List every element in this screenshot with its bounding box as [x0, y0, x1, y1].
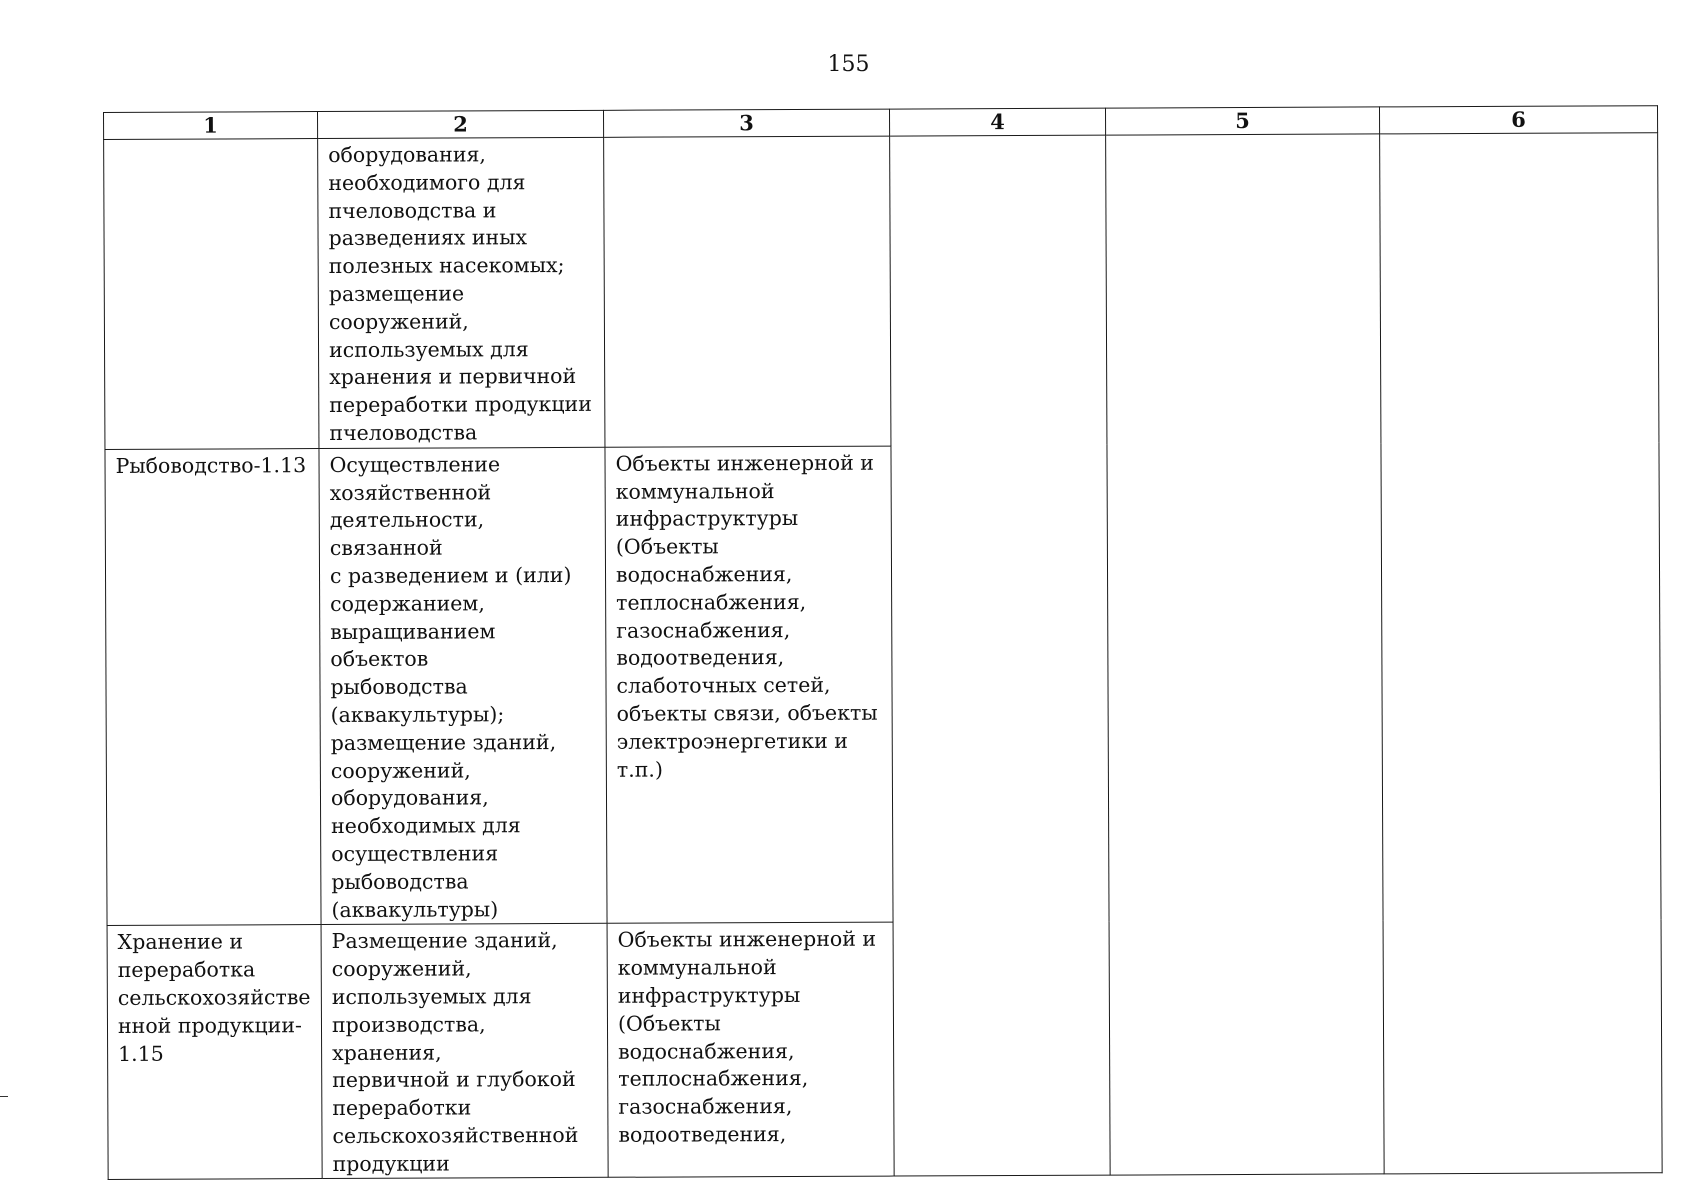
column-header-6: 6 — [1379, 106, 1657, 134]
scan-edge-mark — [0, 1096, 8, 1097]
column-header-3: 3 — [603, 109, 889, 137]
cell-auxiliary-uses — [604, 136, 891, 447]
page-number: 155 — [827, 52, 870, 77]
cell-auxiliary-uses: Объекты инженерной и коммунальной инфраструктуры (Объекты водоснабжения, теплоснабжения, газоснабжения, водоотведения, слаботочных сетей, объекты связи, объекты электроэнергетики и т.п.) — [605, 446, 893, 924]
column-header-5: 5 — [1105, 107, 1379, 135]
column-header-1: 1 — [104, 112, 318, 140]
table-row-beekeeping-continued — [104, 133, 1659, 450]
cell-auxiliary-uses: Объекты инженерной и коммунальной инфраструктуры (Объекты водоснабжения, теплоснабжения, газоснабжения, водоотведения, — [607, 922, 894, 1177]
column-header-2: 2 — [318, 110, 604, 138]
cell-use-type: Хранение и переработка сельскохозяйстве нной продукции- 1.15 — [107, 925, 322, 1180]
cell-column-5 — [1106, 134, 1385, 1176]
land-use-table — [103, 105, 1663, 1180]
cell-description: Осуществление хозяйственной деятельности, связанной с разведением и (или) содержанием, выращиванием объектов рыбоводства (аквакультуры); размещение зданий, сооружений, оборудования, необходимых для осуществления рыбоводства (аквакультуры) — [319, 447, 607, 925]
cell-description: оборудования, необходимого для пчеловодства и разведениях иных полезных насекомых; размещение сооружений, используемых для хранения и первичной переработки продукции пчеловодства — [318, 137, 605, 448]
cell-column-4 — [890, 135, 1111, 1176]
cell-column-6 — [1380, 133, 1663, 1175]
cell-use-type — [104, 139, 319, 450]
column-header-4: 4 — [889, 108, 1105, 136]
cell-use-type: Рыбоводство-1.13 — [105, 448, 321, 925]
cell-description: Размещение зданий, сооружений, используемых для производства, хранения, первичной и глубокой переработки сельскохозяйственной продукции — [321, 924, 608, 1179]
